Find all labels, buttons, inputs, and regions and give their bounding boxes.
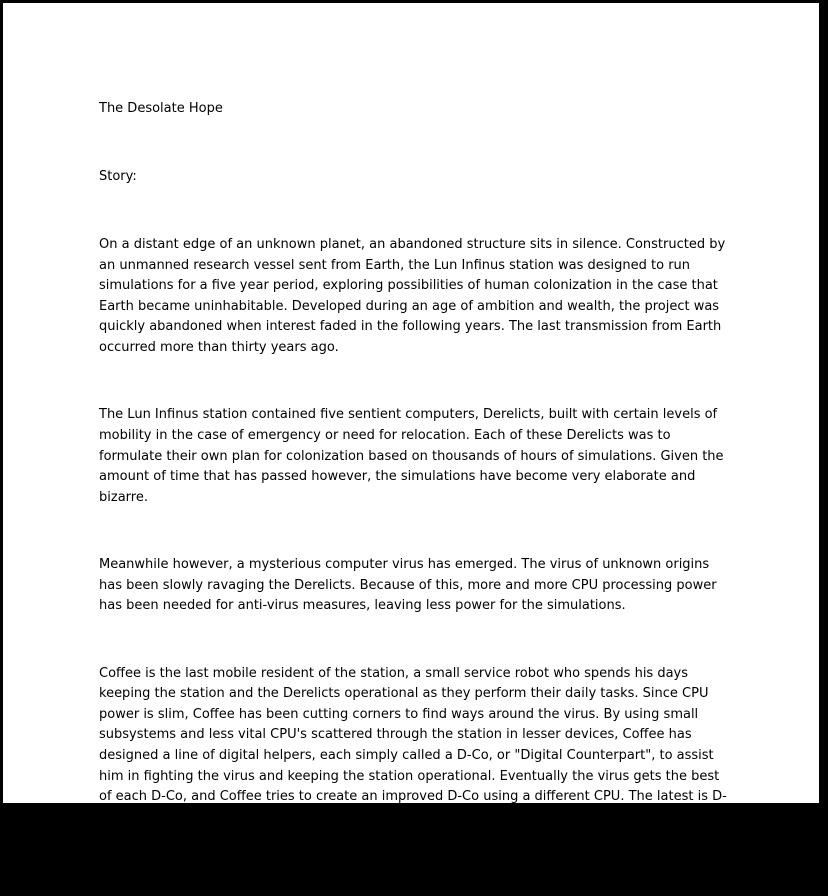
paragraph: Meanwhile however, a mysterious computer virus has emerged. The virus of unknown origins has been slowly ravaging the Derelicts. Because of this, more and more CPU processing power has been needed for anti-virus measures, leaving less power for the simulations. (99, 557, 717, 614)
document-page (3, 3, 819, 846)
document-body (99, 99, 727, 896)
paragraph: Coffee is the last mobile resident of the station, a small service robot who spends his days keeping the station and the Derelicts operational as they perform their daily tasks. Since CPU power is slim, Coffee has been cutting corners to find ways around the virus. By using small subsystems and less vital CPU's scattered through the station in lesser devices, Coffee has designed a line of digital helpers, each simply called a D-Co, or "Digital Counterpart", to assist him in fighting the virus and keeping the station operational. Eventually the virus gets the best of each D-Co, and Coffee tries to create an improved D-Co using a different CPU. The latest is D-Co 9, built using the code of a simple computer game. Coffee dedicated this new CPU to be used for the anti-virus. However, this D-Co is doomed from the birth when (99, 665, 727, 846)
document-title: The Desolate Hope (99, 101, 223, 116)
paragraph: On a distant edge of an unknown planet, an abandoned structure sits in silence. Constructed by an unmanned research vessel sent from Earth, the Lun Infinus station was designed to run simulations for a five year period, exploring possibilities of human colonization in the case that Earth became uninhabitable. Developed during an age of ambition and wealth, the project was quickly abandoned when interest faded in the following years. The last transmission from Earth occurred more than thirty years ago. (99, 236, 726, 355)
section-heading: Story: (99, 168, 137, 184)
paragraph: The Lun Infinus station contained five sentient computers, Derelicts, built with certain levels of mobility in the case of emergency or need for relocation. Each of these Derelicts was to formulate their own plan for colonization based on thousands of hours of simulations. Given the amount of time that has passed however, the simulations have become very elaborate and bizarre. (99, 407, 724, 505)
